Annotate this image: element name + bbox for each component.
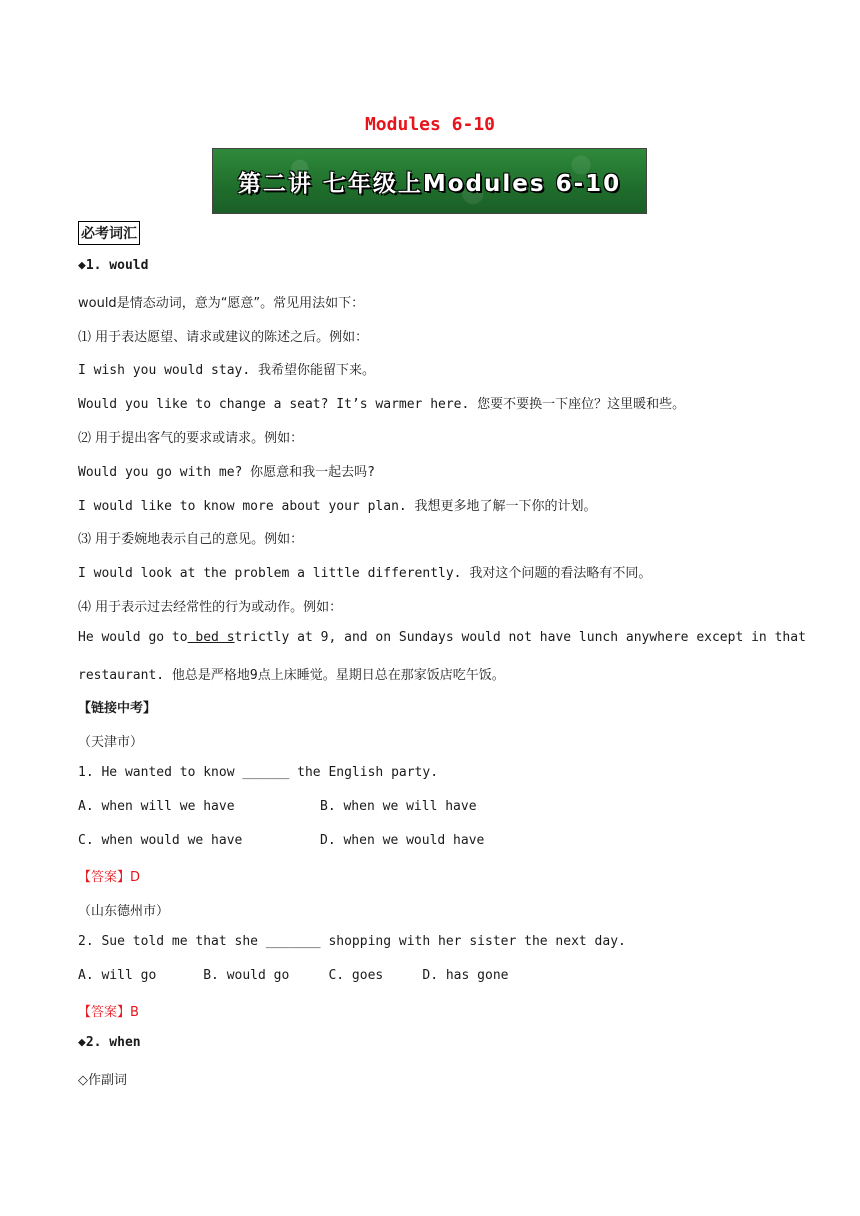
- usage-4-example-pre: He would go to: [78, 630, 188, 645]
- usage-2-example-2: I would like to know more about your plan. 我想更多地了解一下你的计划。: [78, 499, 597, 514]
- item2-sub: ◇作副词: [78, 1073, 127, 1088]
- q1-option-a: A. when will we have: [78, 799, 235, 814]
- usage-3: ⑶ 用于委婉地表示自己的意见。例如：: [78, 532, 304, 547]
- q1-answer-value: D: [130, 870, 141, 885]
- page-title: Modules 6-10: [364, 114, 496, 135]
- section-label: 必考词汇: [78, 221, 140, 245]
- usage-1: ⑴ 用于表达愿望、请求或建议的陈述之后。例如：: [78, 330, 369, 345]
- usage-2-example-1: Would you go with me? 你愿意和我一起去吗?: [78, 465, 376, 480]
- q2-answer: [78, 1001, 139, 1020]
- q2-answer-value: B: [130, 1005, 139, 1020]
- q1-source: （天津市）: [78, 735, 144, 750]
- q2-options: A. will go B. would go C. goes D. has gone: [78, 968, 509, 983]
- q2-stem: 2. Sue told me that she _______ shopping with her sister the next day.: [78, 934, 626, 949]
- usage-4: ⑷ 用于表示过去经常性的行为或动作。例如：: [78, 600, 343, 615]
- usage-4-example-post: trictly at 9, and on Sundays would not have lunch anywhere except in that: [234, 630, 806, 645]
- usage-4-example-1: [78, 630, 806, 645]
- item1-intro: would是情态动词，意为“愿意”。常见用法如下：: [78, 296, 365, 311]
- q1-stem: 1. He wanted to know ______ the English party.: [78, 765, 439, 780]
- usage-1-example-2: Would you like to change a seat? It’s warmer here. 您要不要换一下座位？这里暖和些。: [78, 397, 686, 412]
- usage-3-example-1: I would look at the problem a little differently. 我对这个问题的看法略有不同。: [78, 566, 652, 581]
- banner-text: 第二讲 七年级上Modules 6-10: [237, 170, 622, 197]
- usage-1-example-1: I wish you would stay. 我希望你能留下来。: [78, 363, 376, 378]
- usage-4-example-underlined: bed s: [187, 630, 235, 645]
- q1-option-c: C. when would we have: [78, 833, 243, 848]
- usage-4-example-cont: restaurant. 他总是严格地9点上床睡觉。星期日总在那家饭店吃午饭。: [78, 668, 505, 683]
- item1-heading: ◆1. would: [78, 258, 149, 273]
- link-heading: 【链接中考】: [78, 701, 157, 716]
- lesson-banner: [212, 148, 647, 214]
- q1-answer: [78, 866, 140, 885]
- q1-answer-label: 【答案】: [78, 870, 131, 885]
- q1-option-b: B. when we will have: [320, 799, 477, 814]
- item2-heading: ◆2. when: [78, 1035, 141, 1050]
- q2-answer-label: 【答案】: [78, 1005, 131, 1020]
- usage-2: ⑵ 用于提出客气的要求或请求。例如：: [78, 431, 304, 446]
- q2-source: （山东德州市）: [78, 904, 170, 919]
- q1-option-d: D. when we would have: [320, 833, 485, 848]
